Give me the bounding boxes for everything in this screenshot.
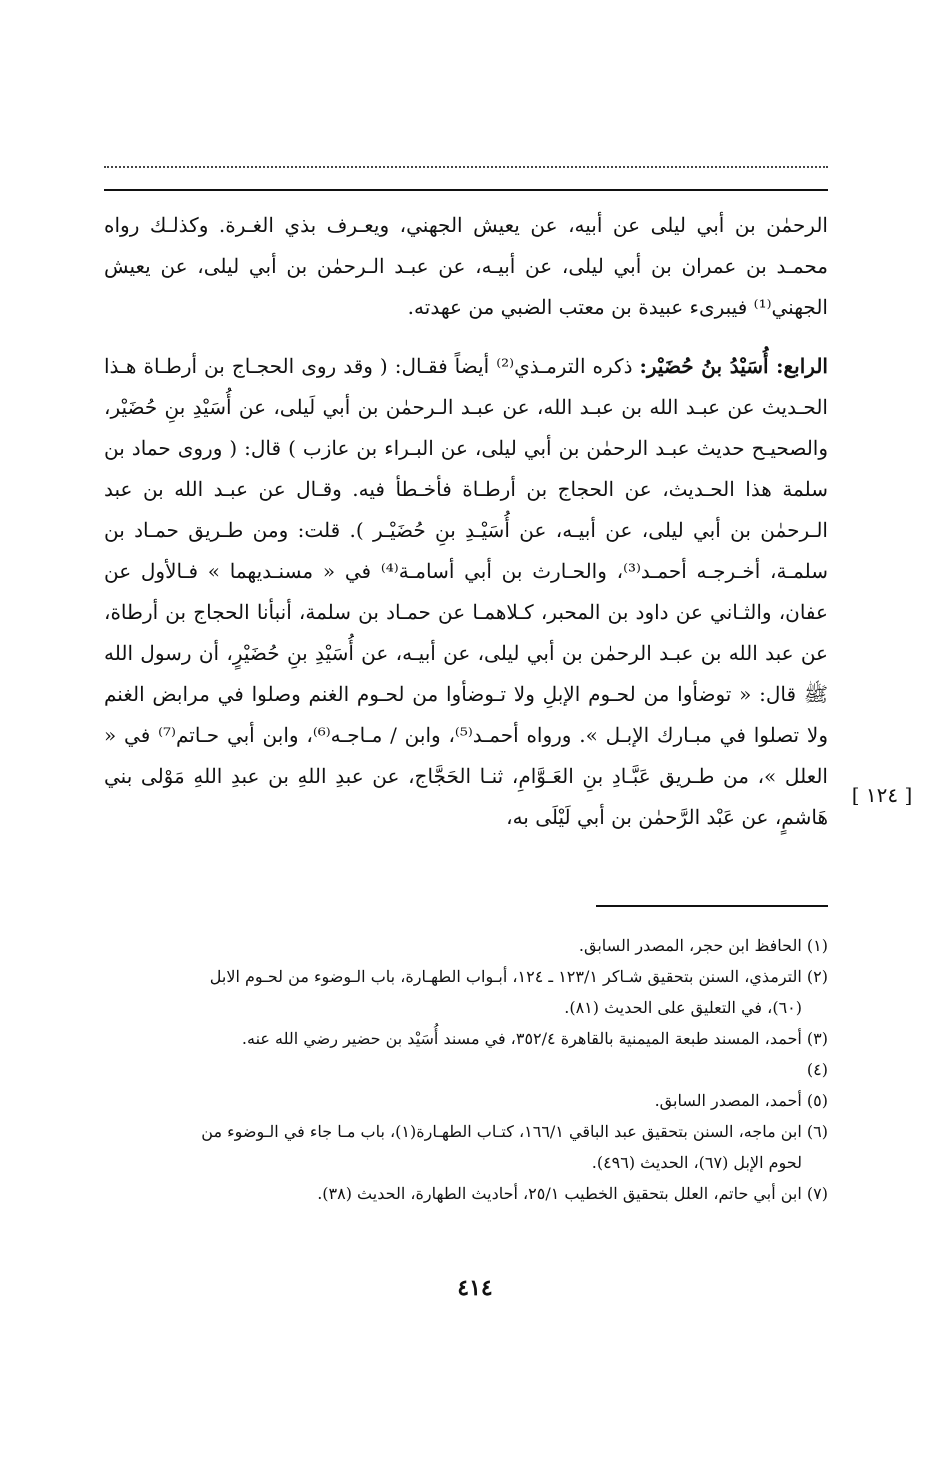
paragraph-1: الرحمٰن بن أبي ليلى عن أبيه، عن يعيش الجهني، ويعـرف بذي الغـرة. وكذلـك رواه محمـد بن عمران بن أبي ليلى، عن أبيـه، عن عبـد الـرحمٰن بن أبي ليلى، عن يعيش الجهني⁽¹⁾ فيبرىء عبيدة بن معتب الضبي من عهدته. bbox=[104, 213, 828, 319]
margin-page-reference: [ ١٢٤ ] bbox=[851, 783, 913, 807]
page-number: ٤١٤ bbox=[457, 1275, 493, 1301]
footnote-6: (٦) ابن ماجه، السنن بتحقيق عبد الباقي ١٦٦/١، كتـاب الطهـارة(١)، باب مـا جاء في الـوضوء من لحوم الإبل (٦٧)، الحديث (٤٩٦). bbox=[201, 1122, 828, 1172]
footnote-1: (١) الحافظ ابن حجر، المصدر السابق. bbox=[578, 936, 828, 955]
footnote-4: (٤) bbox=[806, 1060, 828, 1079]
section-heading: الرابع: أُسَيْدُ بنُ حُضَيْر: bbox=[639, 354, 828, 378]
paragraph-2 bbox=[104, 346, 828, 838]
header-rule bbox=[104, 189, 828, 191]
footnote-separator bbox=[596, 905, 828, 907]
paragraph-2-text: ذكره الترمـذي⁽²⁾ أيضاً فقـال: ( وقد روى الحجـاج بن أرطـاة هـذا الحـديث عن عبـد الله بن عبـد الله، عن عبـد الـرحمٰن بن أبي لَيلى، عن أُسَيْدِ بنِ حُضَيْر، والصحيـح حديث عبـد الرحمٰن بن أبي ليلى، عن البـراء بن عازب ) قال: ( وروى حماد بن سلمة هذا الحـديث، عن الحجاج بن أرطـاة فأخـطأ فيه. وقـال عن عبـد الله بن عبد الـرحمٰن بن أبي ليلى، عن أبيـه، عن أُسَيْـدِ بنِ حُضَيْـر ). قلت: ومن طـريق حمـاد بن سلمـة، أخـرجـه أحمـد⁽³⁾، والحـارث بن أبي أسامـة⁽⁴⁾ في « مسنـديهما » فـالأول عن عفان، والثـاني عن داود بن المحبر، كـلاهمـا عن حمـاد بن سلمة، أنبأنا الحجاج بن أرطاة، عن عبد الله بن عبـد الرحمٰن بن أبي ليلى، عن أبيـه، عن أُسَيْدِ بنِ حُضَيْرٍ، أن رسول الله ﷺ قال: « توضأوا من لحـوم الإبلِ ولا تـوضأوا من لحـوم الغنم وصلوا في مرابض الغنم ولا تصلوا في مبـارك الإبـل ». ورواه أحمـد⁽⁵⁾، وابن / مـاجـه⁽⁶⁾، وابن أبي حـاتم⁽⁷⁾ في « العلل »، من طـريق عَبَّـادِ بنِ العَـوَّامِ، ثنـا الحَجَّاج، عن عبدِ اللهِ بن عبدِ اللهِ مَوْلى بني هَاشمٍ، عن عَبْد الرَّحمٰن بن أبي لَيْلَى به، bbox=[104, 354, 828, 829]
footnote-7: (٧) ابن أبي حاتم، العلل بتحقيق الخطيب ٢٥/١، أحاديث الطهارة، الحديث (٣٨). bbox=[317, 1184, 828, 1203]
footnote-5: (٥) أحمد، المصدر السابق. bbox=[654, 1091, 828, 1110]
footnotes bbox=[104, 930, 828, 1209]
footnote-3: (٣) أحمد، المسند طبعة الميمنية بالقاهرة ٣٥٢/٤، في مسند أُسَيْد بن حضير رضي الله عنه. bbox=[241, 1029, 828, 1048]
footnote-2: (٢) الترمذي، السنن بتحقيق شـاكر ١٢٣/١ ـ ١٢٤، أبـواب الطهـارة، باب الـوضوء من لحـوم الابل (٦٠)، في التعليق على الحديث (٨١). bbox=[209, 967, 828, 1017]
main-text bbox=[104, 205, 828, 838]
header-dotted-line bbox=[104, 166, 828, 168]
